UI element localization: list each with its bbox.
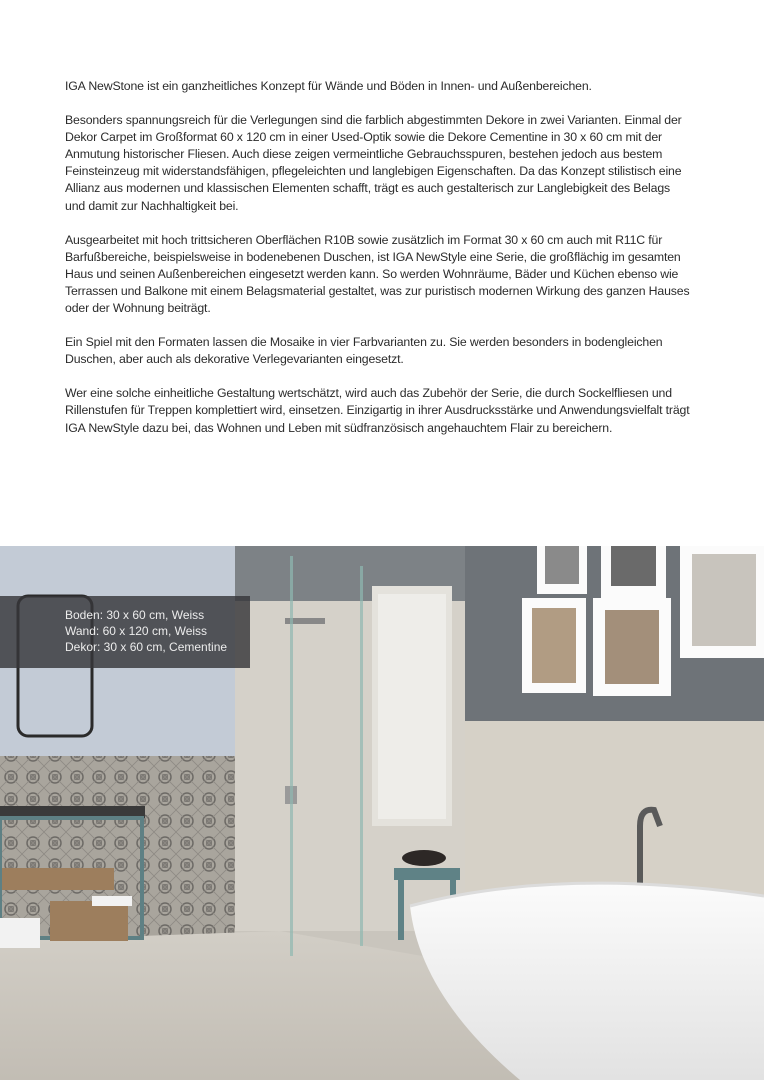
caption-dekor: Dekor: 30 x 60 cm, Cementine bbox=[65, 640, 228, 654]
article-body bbox=[65, 78, 693, 454]
caption-boden: Boden: 30 x 60 cm, Weiss bbox=[65, 608, 205, 622]
paragraph-zubehoer: Wer eine solche einheitliche Gestaltung wertschätzt, wird auch das Zubehör der Serie, die durch Sockelfliesen und Rillenstufen für Treppen komplettiert wird, einsetzen. Einzigartig in ihrer Ausdrucksstärke und Anwendungsvielfalt trägt IGA NewStyle dazu bei, das Wohnen und Leben mit südfranzösisch angehauchtem Flair zu bereichern. bbox=[65, 386, 690, 435]
paragraph-mosaike: Ein Spiel mit den Formaten lassen die Mosaike in vier Farbvarianten zu. Sie werden besonders in bodengleichen Duschen, aber auch als dekorative Verlegevarianten eingesetzt. bbox=[65, 335, 663, 367]
paragraph-dekore: Besonders spannungsreich für die Verlegungen sind die farblich abgestimmten Dekore in zwei Varianten. Einmal der Dekor Carpet im Großformat 60 x 120 cm in einer Used-Optik sowie die Dekore Cementine in 30 x 60 cm mit der Anmutung historischer Fliesen. Auch diese zeigen vermeintliche Gebrauchsspuren, bestehen jedoch aus bestem Feinsteinzeug mit widerstandsfähigen, pflegeleichten und langlebigen Eigenschaften. Da das Konzept stilistisch eine Allianz aus modernen und klassischen Elementen schafft, trägt es auch gestalterisch zur Langlebigkeit des Belags und damit zur Nachhaltigkeit bei. bbox=[65, 113, 682, 213]
caption-wand: Wand: 60 x 120 cm, Weiss bbox=[65, 624, 208, 638]
paragraph-intro: IGA NewStone ist ein ganzheitliches Konzept für Wände und Böden in Innen- und Außenbereichen. bbox=[65, 79, 592, 93]
photo-caption bbox=[0, 596, 250, 668]
paragraph-oberflaechen: Ausgearbeitet mit hoch trittsicheren Oberflächen R10B sowie zusätzlich im Format 30 x 60 cm auch mit R11C für Barfußbereiche, beispielsweise in bodenebenen Duschen, ist IGA NewStyle eine Serie, die großflächig im gesamten Haus und seinen Außenbereichen eingesetzt werden kann. So werden Wohnräume, Bäder und Küchen ebenso wie Terrassen und Balkone mit einem Belagsmaterial gestaltet, was zur puristisch modernen Wirkung des ganzen Hauses oder der Wohnung beiträgt. bbox=[65, 232, 690, 316]
